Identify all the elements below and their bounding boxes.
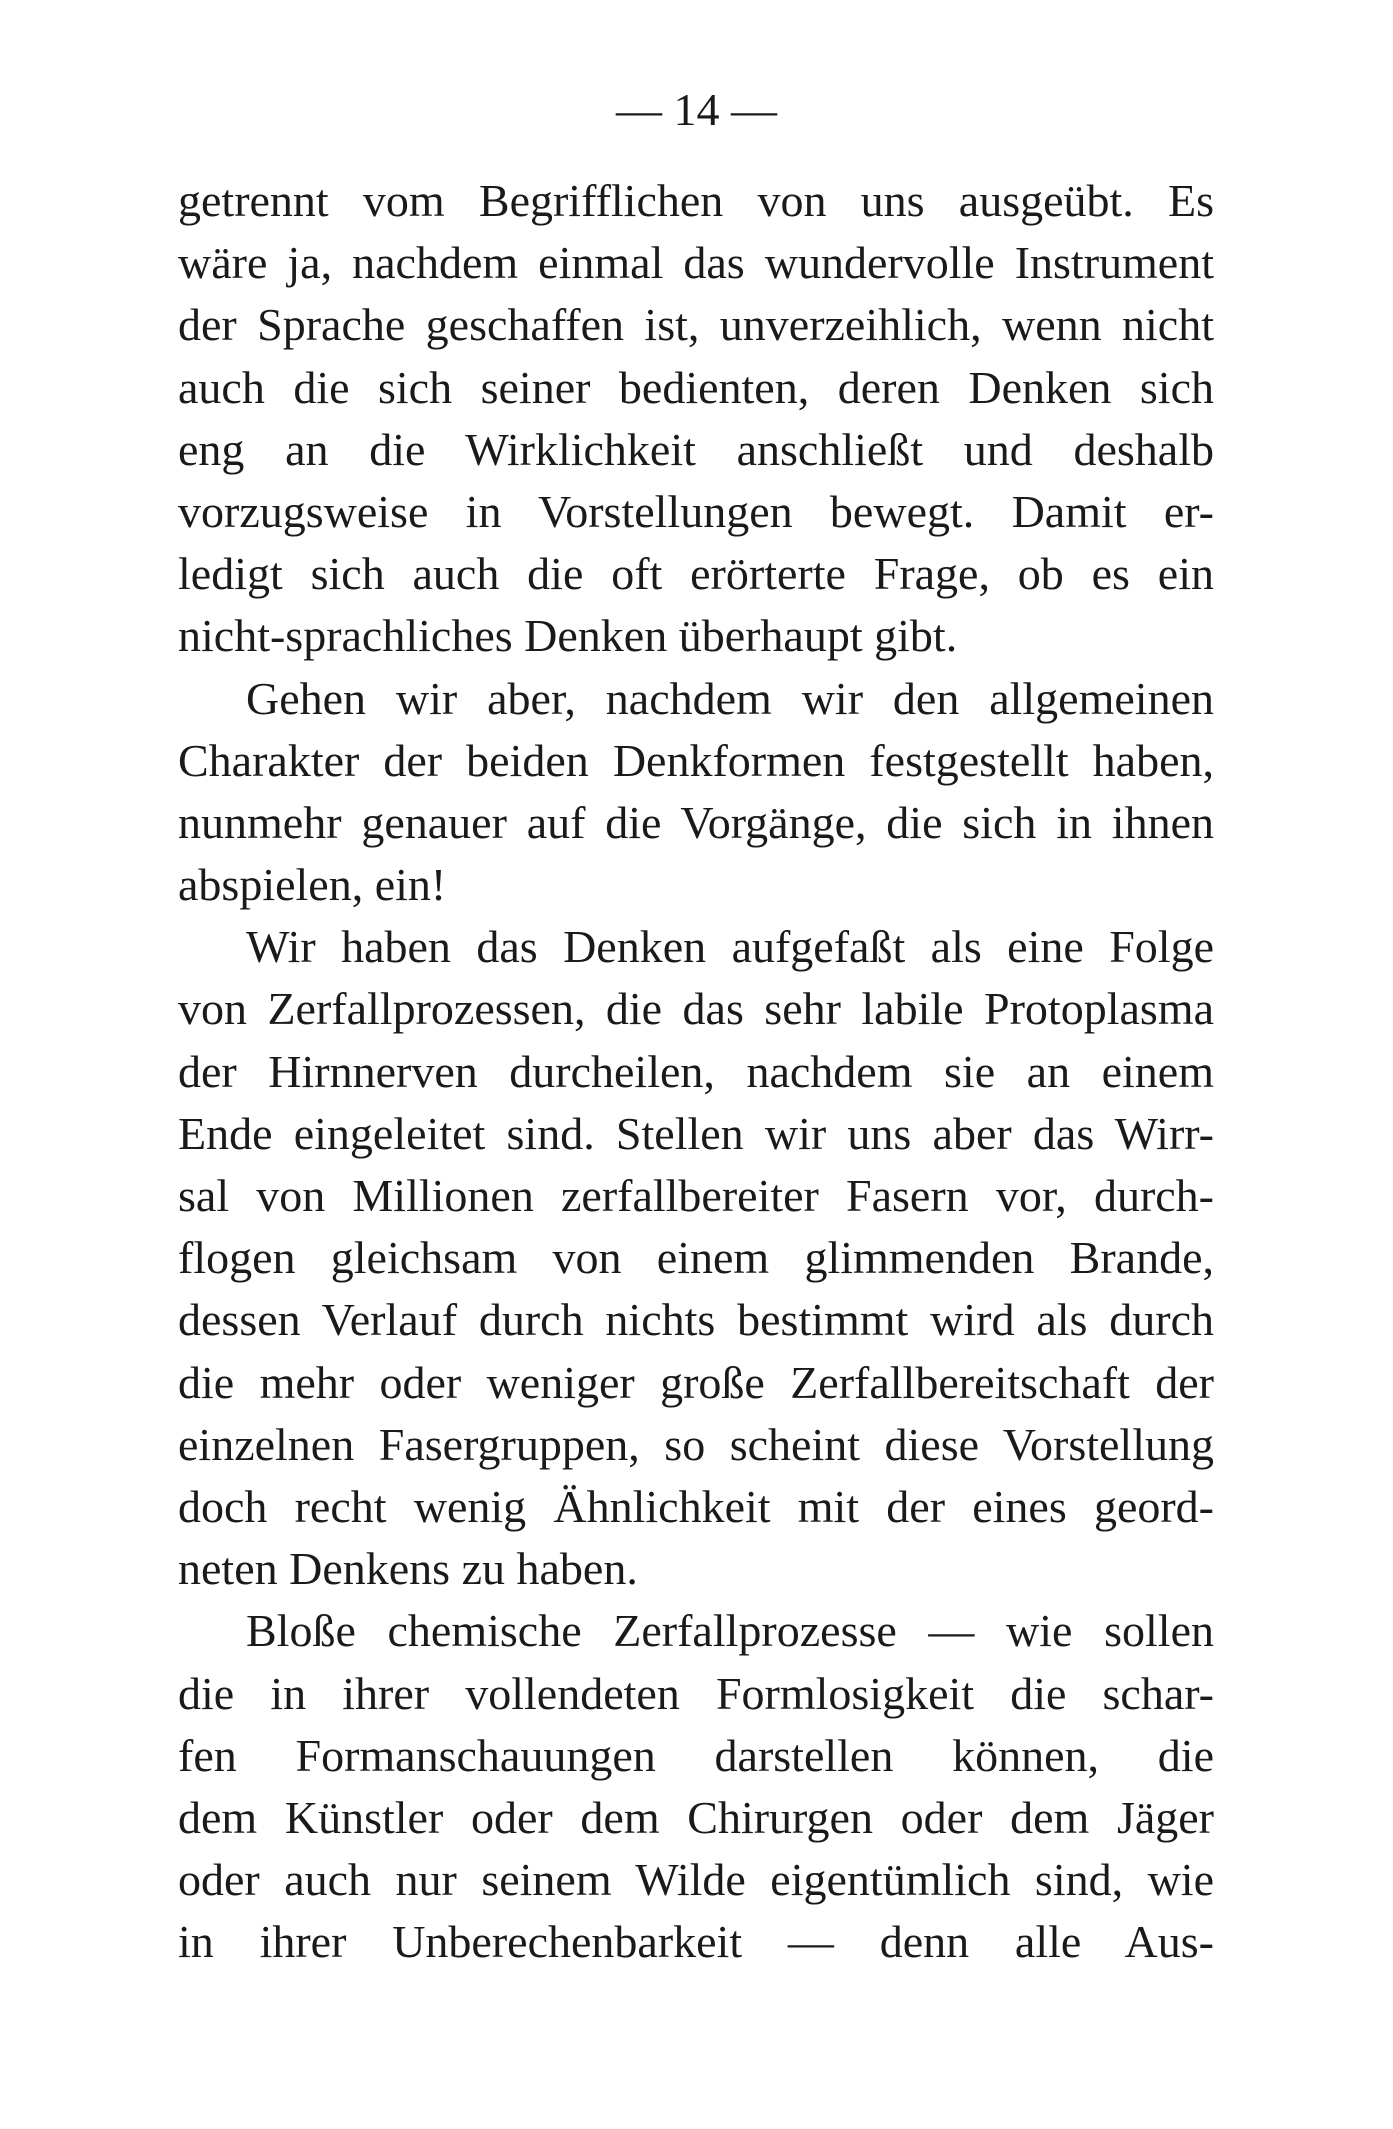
- text-line: doch recht wenig Ähnlichkeit mit der eines geord-: [178, 1480, 1214, 1532]
- text-line: ledigt sich auch die oft erörterte Frage, ob es ein: [178, 548, 1214, 600]
- page-number: — 14 —: [616, 84, 777, 135]
- text-line: Charakter der beiden Denkformen festgestellt haben,: [178, 734, 1214, 786]
- paragraph: [178, 916, 1214, 1600]
- text-line: getrennt vom Begrifflichen von uns ausgeübt. Es: [178, 175, 1214, 226]
- text-line: flogen gleichsam von einem glimmenden Brande,: [178, 1232, 1214, 1284]
- text-line: Bloße chemische Zerfallprozesse — wie sollen: [246, 1605, 1214, 1657]
- text-line: der Hirnnerven durcheilen, nachdem sie an einem: [178, 1045, 1214, 1097]
- text-line: abspielen, ein!: [178, 859, 447, 911]
- text-line: vorzugsweise in Vorstellungen bewegt. Damit er-: [178, 485, 1214, 537]
- text-line: nicht-sprachliches Denken überhaupt gibt.: [178, 610, 958, 662]
- text-line: eng an die Wirklichkeit anschließt und deshalb: [178, 423, 1214, 475]
- text-line: nunmehr genauer auf die Vorgänge, die sich in ihnen: [178, 796, 1214, 848]
- paragraph: [178, 170, 1214, 668]
- text-line: Ende eingeleitet sind. Stellen wir uns aber das Wirr-: [178, 1107, 1214, 1159]
- text-line: sal von Millionen zerfallbereiter Fasern vor, durch-: [178, 1170, 1214, 1221]
- text-line: die mehr oder weniger große Zerfallbereitschaft der: [178, 1356, 1214, 1408]
- text-line: wäre ja, nachdem einmal das wundervolle Instrument: [178, 237, 1214, 289]
- text-line: von Zerfallprozessen, die das sehr labile Protoplasma: [178, 983, 1214, 1035]
- text-line: oder auch nur seinem Wilde eigentümlich sind, wie: [178, 1854, 1214, 1906]
- text-line: dessen Verlauf durch nichts bestimmt wird als durch: [178, 1294, 1214, 1346]
- text-line: in ihrer Unberechenbarkeit — denn alle Aus-: [178, 1916, 1214, 1968]
- text-line: einzelnen Fasergruppen, so scheint diese Vorstellung: [178, 1418, 1214, 1470]
- paragraph: [178, 668, 1214, 917]
- text-line: Wir haben das Denken aufgefaßt als eine Folge: [246, 921, 1214, 973]
- body-text: [178, 170, 1214, 1973]
- text-line: auch die sich seiner bedienten, deren Denken sich: [178, 361, 1214, 413]
- text-line: der Sprache geschaffen ist, unverzeihlich, wenn nicht: [178, 299, 1214, 351]
- text-line: Gehen wir aber, nachdem wir den allgemeinen: [246, 672, 1214, 724]
- text-line: fen Formanschauungen darstellen können, die: [178, 1729, 1214, 1781]
- text-line: dem Künstler oder dem Chirurgen oder dem Jäger: [178, 1791, 1214, 1843]
- text-line: neten Denkens zu haben.: [178, 1543, 638, 1595]
- text-line: die in ihrer vollendeten Formlosigkeit die schar-: [178, 1667, 1214, 1719]
- paragraph: [178, 1600, 1214, 1973]
